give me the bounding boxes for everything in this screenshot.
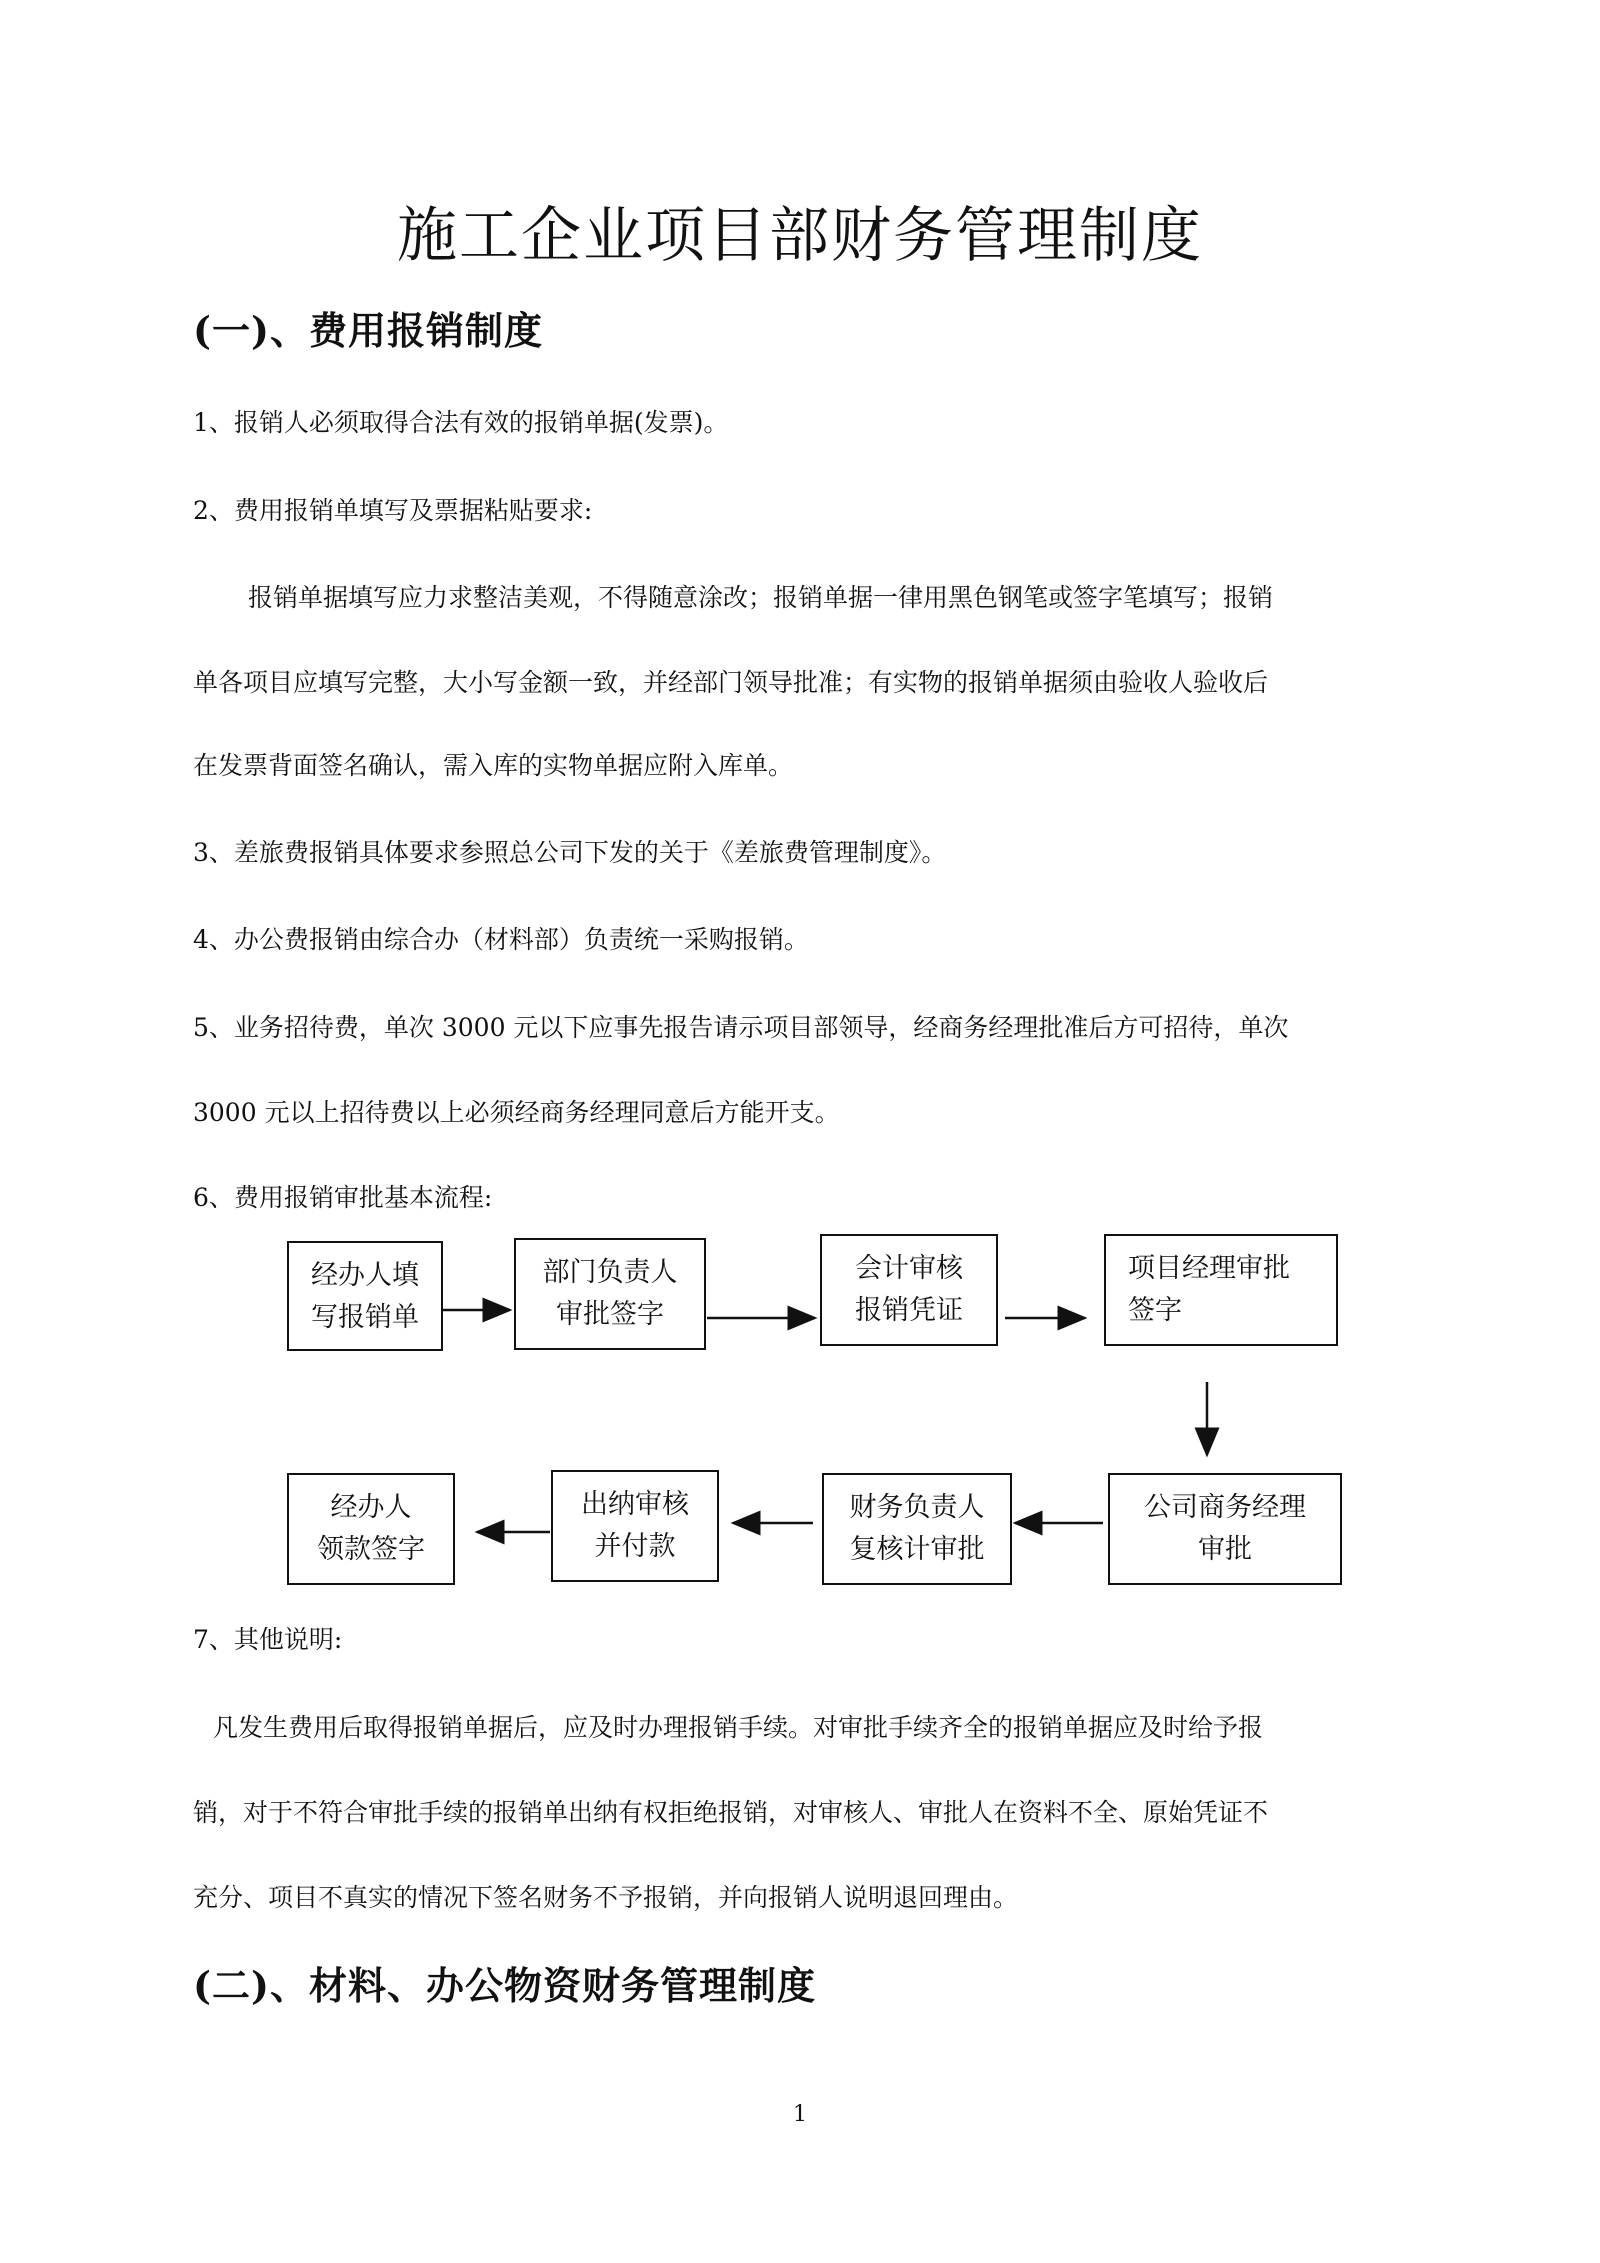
- flow-step-commercial-manager: 公司商务经理 审批: [1108, 1473, 1342, 1585]
- item-6: 6、费用报销审批基本流程:: [193, 1183, 493, 1212]
- flow-step-accounting-review: 会计审核 报销凭证: [820, 1234, 998, 1346]
- paragraph-line: 报销单据填写应力求整洁美观，不得随意涂改；报销单据一律用黑色钢笔或签字笔填写；报销: [248, 583, 1274, 612]
- item-4: 4、办公费报销由综合办（材料部）负责统一采购报销。: [193, 925, 809, 954]
- item-2: 2、费用报销单填写及票据粘贴要求:: [193, 496, 593, 525]
- flow-step-cashier-payment: 出纳审核 并付款: [551, 1470, 719, 1582]
- item-7: 7、其他说明:: [193, 1625, 343, 1654]
- item-1: 1、报销人必须取得合法有效的报销单据(发票)。: [193, 408, 729, 437]
- flow-step-receive-payment: 经办人 领款签字: [287, 1473, 455, 1585]
- section-heading-materials: (二)、材料、办公物资财务管理制度: [193, 1963, 816, 2008]
- flow-step-dept-approval: 部门负责人 审批签字: [514, 1238, 706, 1350]
- flow-step-finance-review: 财务负责人 复核计审批: [822, 1473, 1012, 1585]
- flow-step-pm-approval: 项目经理审批 签字: [1104, 1234, 1338, 1346]
- section-heading-expense: (一)、费用报销制度: [193, 308, 543, 353]
- page-number: 1: [793, 2102, 807, 2127]
- paragraph-line: 销，对于不符合审批手续的报销单出纳有权拒绝报销，对审核人、审批人在资料不全、原始凭证不: [193, 1798, 1269, 1827]
- paragraph-line: 充分、项目不真实的情况下签名财务不予报销，并向报销人说明退回理由。: [193, 1883, 1019, 1912]
- item-3: 3、差旅费报销具体要求参照总公司下发的关于《差旅费管理制度》。: [193, 838, 947, 867]
- item-5-line: 3000 元以上招待费以上必须经商务经理同意后方能开支。: [193, 1098, 840, 1127]
- paragraph-line: 在发票背面签名确认，需入库的实物单据应附入库单。: [193, 751, 794, 780]
- flow-step-fill-form: 经办人填 写报销单: [287, 1241, 443, 1351]
- paragraph-line: 单各项目应填写完整，大小写金额一致，并经部门领导批准；有实物的报销单据须由验收人验收后: [193, 668, 1269, 697]
- paragraph-line: 凡发生费用后取得报销单据后，应及时办理报销手续。对审批手续齐全的报销单据应及时给予报: [213, 1713, 1264, 1742]
- item-5-line: 5、业务招待费，单次 3000 元以下应事先报告请示项目部领导，经商务经理批准后方可招待，单次: [193, 1013, 1289, 1042]
- document-title: 施工企业项目部财务管理制度: [397, 201, 1203, 271]
